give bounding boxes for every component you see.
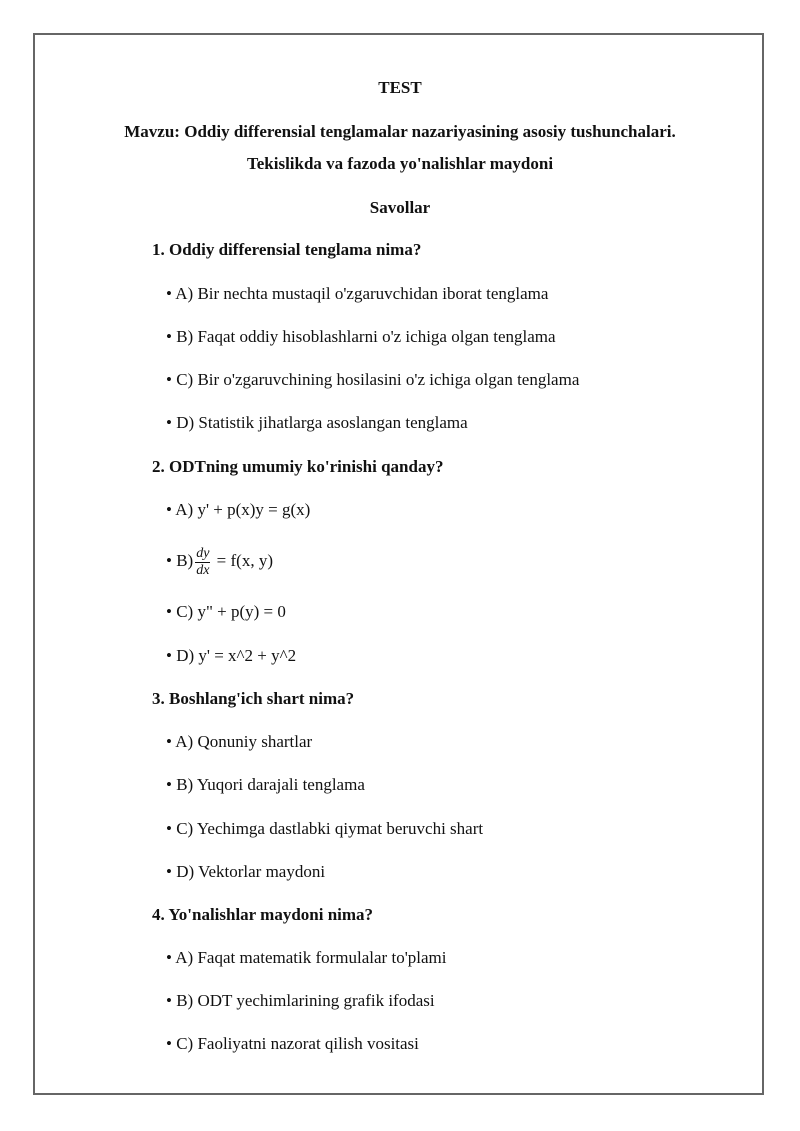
- page-border: [33, 33, 764, 1095]
- bullet: •: [166, 646, 172, 665]
- bullet: •: [166, 370, 172, 389]
- bullet: •: [166, 413, 172, 432]
- option-text: D) Vektorlar maydoni: [176, 862, 326, 881]
- question-2-option-d: [166, 646, 296, 666]
- topic-line-1: Mavzu: Oddiy differensial tenglamalar nazariyasining asosiy tushunchalari.: [124, 122, 676, 141]
- option-text: A) y' + p(x)y = g(x): [175, 500, 311, 519]
- question-4-option-c: [166, 1034, 419, 1054]
- question-4: 4. Yo'nalishlar maydoni nima?: [152, 905, 374, 924]
- question-4-option-b: [166, 991, 435, 1011]
- question-3: 3. Boshlang'ich shart nima?: [152, 689, 355, 708]
- page-title: TEST: [378, 78, 422, 97]
- question-3-option-d: [166, 862, 325, 882]
- option-text: B) Yuqori darajali tenglama: [176, 775, 365, 794]
- option-text: = f(x, y): [216, 551, 273, 570]
- fraction-denominator: dx: [196, 562, 210, 578]
- question-3-option-c: [166, 819, 483, 839]
- bullet: •: [166, 500, 172, 519]
- option-text: D) y' = x^2 + y^2: [176, 646, 297, 665]
- question-1-option-b: [166, 327, 556, 347]
- bullet: •: [166, 602, 172, 621]
- bullet: •: [166, 284, 172, 303]
- bullet: •: [166, 775, 172, 794]
- question-2-option-c: [166, 602, 286, 622]
- question-3-option-a: [166, 732, 312, 752]
- question-2: 2. ODTning umumiy ko'rinishi qanday?: [152, 457, 444, 476]
- question-1-option-d: [166, 413, 468, 433]
- option-text: C) Faoliyatni nazorat qilish vositasi: [176, 1034, 419, 1053]
- bullet: •: [166, 327, 172, 346]
- fraction-numerator: dy: [196, 545, 210, 561]
- bullet: •: [166, 732, 172, 751]
- bullet: •: [166, 551, 172, 570]
- question-3-option-b: [166, 775, 365, 795]
- question-1-option-c: [166, 370, 579, 390]
- option-text: C) Bir o'zgaruvchining hosilasini o'z ichiga olgan tenglama: [176, 370, 580, 389]
- topic-line-2: Tekislikda va fazoda yo'nalishlar maydoni: [246, 154, 554, 173]
- bullet: •: [166, 991, 172, 1010]
- question-1: 1. Oddiy differensial tenglama nima?: [152, 240, 422, 259]
- option-text: C) y" + p(y) = 0: [176, 602, 286, 621]
- option-text: B) Faqat oddiy hisoblashlarni o'z ichiga olgan tenglama: [176, 327, 556, 346]
- option-text: C) Yechimga dastlabki qiymat beruvchi shart: [176, 819, 484, 838]
- question-2-option-a: [166, 500, 310, 520]
- bullet: •: [166, 862, 172, 881]
- bullet: •: [166, 948, 172, 967]
- option-text: D) Statistik jihatlarga asoslangan tenglama: [176, 413, 468, 432]
- bullet: •: [166, 1034, 172, 1053]
- fraction: [195, 546, 210, 579]
- option-text: A) Faqat matematik formulalar to'plami: [175, 948, 447, 967]
- option-label: B): [176, 551, 194, 570]
- option-text: A) Bir nechta mustaqil o'zgaruvchidan iborat tenglama: [175, 284, 549, 303]
- question-2-option-b: [166, 544, 273, 579]
- section-heading: Savollar: [369, 198, 431, 217]
- question-4-option-a: [166, 948, 446, 968]
- option-text: A) Qonuniy shartlar: [175, 732, 313, 751]
- question-1-option-a: [166, 284, 548, 304]
- option-text: B) ODT yechimlarining grafik ifodasi: [176, 991, 435, 1010]
- bullet: •: [166, 819, 172, 838]
